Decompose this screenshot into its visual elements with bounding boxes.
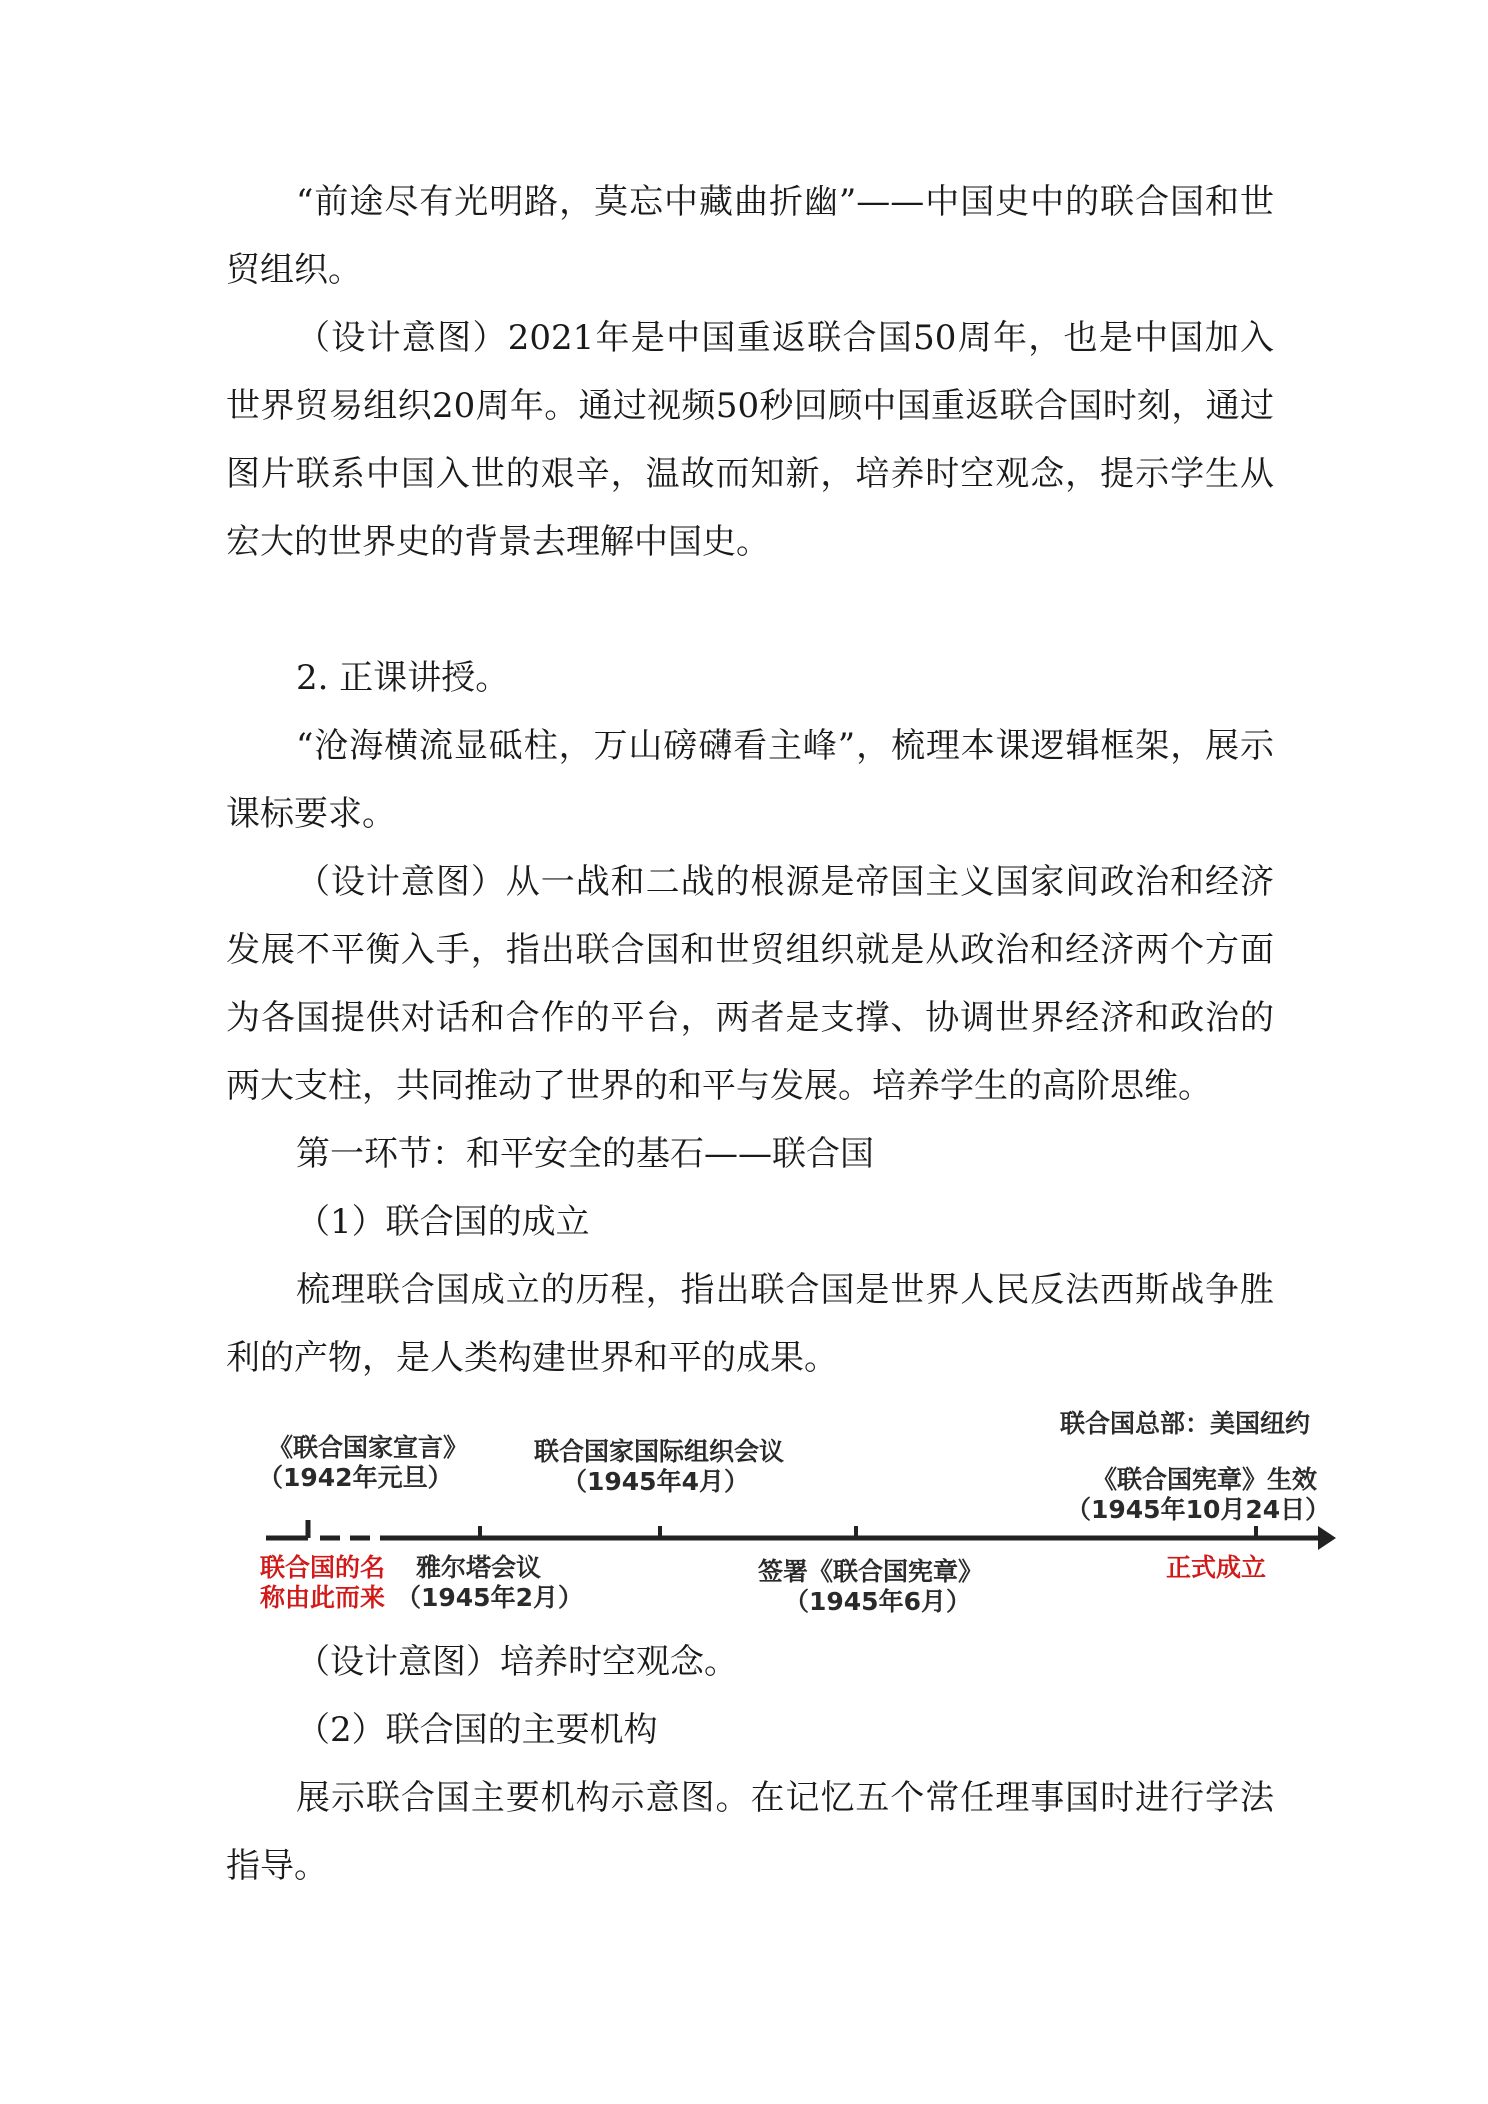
un-founding-paragraph: 梳理联合国成立的历程，指出联合国是世界人民反法西斯战争胜利的产物，是人类构建世界和平的成果。	[226, 1270, 1274, 1378]
headquarters-label: 联合国总部：美国纽约	[1060, 1409, 1311, 1438]
declaration-title: 《联合国家宣言》	[268, 1433, 469, 1462]
section-heading-un: 第一环节：和平安全的基石——联合国	[296, 1134, 874, 1174]
name-origin-line-2: 称由此而来	[260, 1583, 386, 1612]
design-intent-paragraph-2: （设计意图）从一战和二战的根源是帝国主义国家间政治和经济发展不平衡入手，指出联合国和世贸组织就是从政治和经济两个方面为各国提供对话和合作的平台，两者是支撑、协调世界经济和政治的两大支柱，共同推动了世界的和平与发展。培养学生的高阶思维。	[226, 862, 1274, 1106]
charter-sign-date: （1945年6月）	[784, 1587, 971, 1616]
charter-sign-title: 签署《联合国宪章》	[758, 1557, 984, 1586]
charter-effective-date: （1945年10月24日）	[1066, 1495, 1331, 1524]
declaration-date: （1942年元旦）	[258, 1463, 453, 1492]
un-organs-paragraph: 展示联合国主要机构示意图。在记忆五个常任理事国时进行学法指导。	[226, 1778, 1274, 1886]
subheading-un-founding: （1）联合国的成立	[296, 1202, 590, 1242]
design-intent-paragraph-1: （设计意图）2021年是中国重返联合国50周年，也是中国加入世界贸易组织20周年。通过视频50秒回顾中国重返联合国时刻，通过图片联系中国入世的艰辛，温故而知新，培养时空观念，提示学生从宏大的世界史的背景去理解中国史。	[226, 318, 1274, 562]
charter-effective-title: 《联合国宪章》生效	[1092, 1465, 1318, 1494]
intro-quote-paragraph: “前途尽有光明路，莫忘中藏曲折幽”——中国史中的联合国和世贸组织。	[226, 182, 1274, 290]
subheading-un-organs: （2）联合国的主要机构	[296, 1710, 658, 1750]
name-origin-line-1: 联合国的名	[260, 1553, 386, 1582]
conference-date: （1945年4月）	[562, 1467, 749, 1496]
un-founding-timeline	[258, 1404, 1338, 1630]
founded-label: 正式成立	[1166, 1553, 1267, 1582]
design-intent-timeline: （设计意图）培养时空观念。	[296, 1642, 738, 1682]
framework-quote-paragraph: “沧海横流显砥柱，万山磅礴看主峰”，梳理本课逻辑框架，展示课标要求。	[226, 726, 1274, 834]
yalta-title: 雅尔塔会议	[416, 1553, 542, 1582]
conference-title: 联合国家国际组织会议	[534, 1437, 785, 1466]
yalta-date: （1945年2月）	[396, 1583, 583, 1612]
section-heading-lecture: 2. 正课讲授。	[296, 658, 510, 698]
